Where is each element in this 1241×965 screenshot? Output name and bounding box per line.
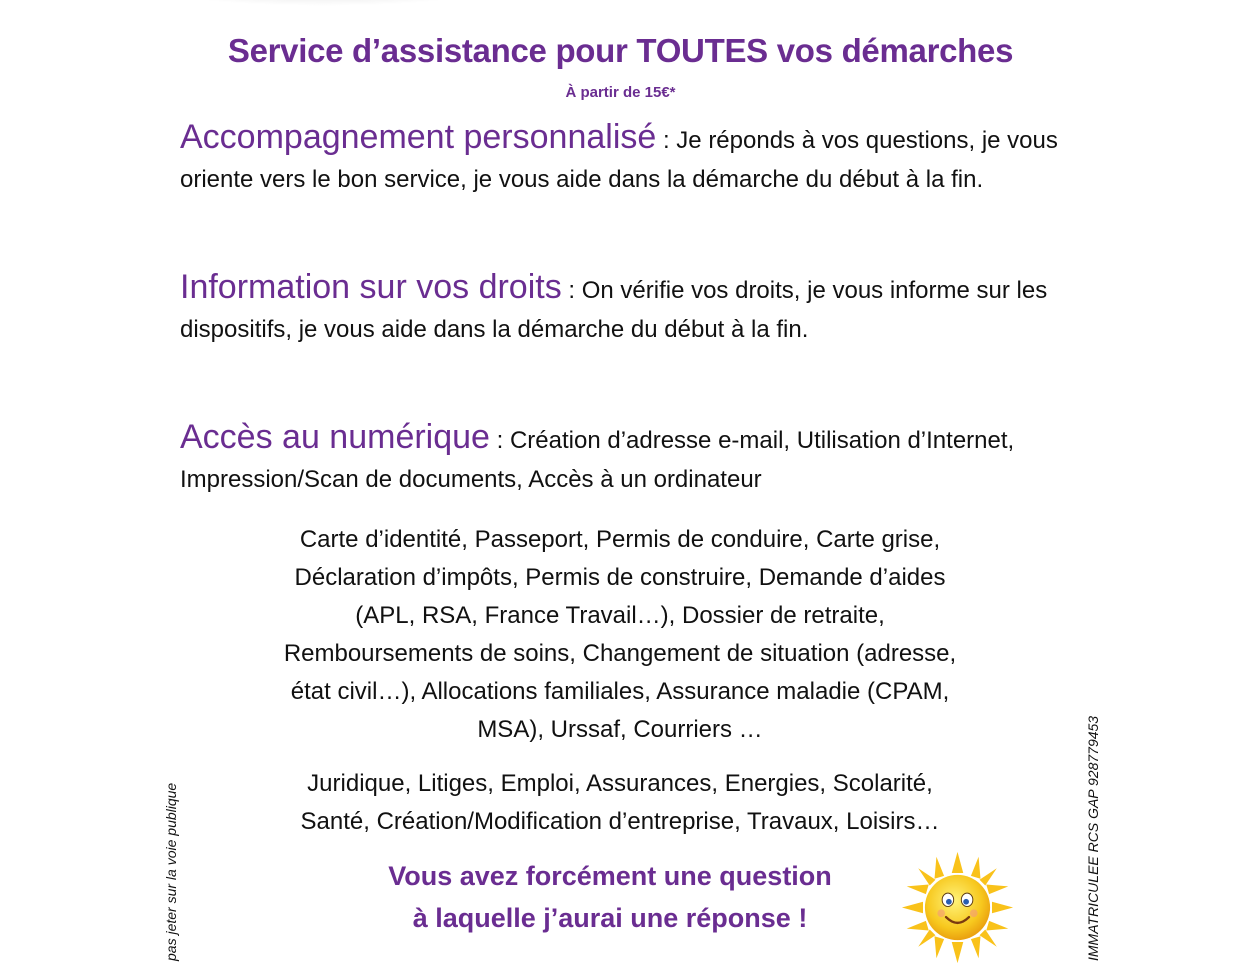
list-line: Juridique, Litiges, Emploi, Assurances, Energies, Scolarité, xyxy=(307,770,933,797)
section-acces-numerique xyxy=(180,418,1060,499)
registration-number: IMMATRICULEE RCS GAP 928779453 xyxy=(1085,715,1101,961)
section-text: : Je réponds à vos questions, je vous oriente vers le bon service, je vous aide dans la démarche du début à la fin. xyxy=(180,127,1058,193)
section-information-droits xyxy=(180,268,1060,349)
smiling-sun-icon xyxy=(900,850,1015,965)
list-line: Carte d’identité, Passeport, Permis de conduire, Carte grise, xyxy=(299,526,941,553)
other-topics-list xyxy=(180,765,1060,841)
list-line: MSA), Urssaf, Courriers … xyxy=(477,716,763,743)
list-line: Remboursements de soins, Changement de situation (adresse, xyxy=(283,640,957,667)
closing-line: à laquelle j’aurai une réponse ! xyxy=(412,903,808,933)
list-line: état civil…), Allocations familiales, Assurance maladie (CPAM, xyxy=(290,678,950,705)
top-edge-shadow xyxy=(148,0,500,6)
list-line: Déclaration d’impôts, Permis de construire, Demande d’aides xyxy=(294,564,946,591)
side-note-left: pas jeter sur la voie publique xyxy=(163,782,179,961)
section-text: : Création d’adresse e-mail, Utilisation d’Internet, Impression/Scan de documents, Accès à un ordinateur xyxy=(180,427,1015,493)
price-subtitle: À partir de 15€* xyxy=(565,84,676,101)
administrative-list xyxy=(180,521,1060,749)
list-line: (APL, RSA, France Travail…), Dossier de retraite, xyxy=(355,602,885,629)
section-text: : On vérifie vos droits, je vous informe sur les dispositifs, je vous aide dans la démarche du début à la fin. xyxy=(180,277,1048,343)
closing-message xyxy=(330,855,890,939)
page-title: Service d’assistance pour TOUTES vos démarches xyxy=(227,32,1014,69)
closing-line: Vous avez forcément une question xyxy=(388,861,832,891)
list-line: Santé, Création/Modification d’entreprise, Travaux, Loisirs… xyxy=(300,808,940,835)
section-heading: Information sur vos droits xyxy=(180,268,562,306)
section-heading: Accompagnement personnalisé xyxy=(180,118,657,156)
section-heading: Accès au numérique xyxy=(180,418,490,456)
section-accompagnement xyxy=(180,118,1060,199)
